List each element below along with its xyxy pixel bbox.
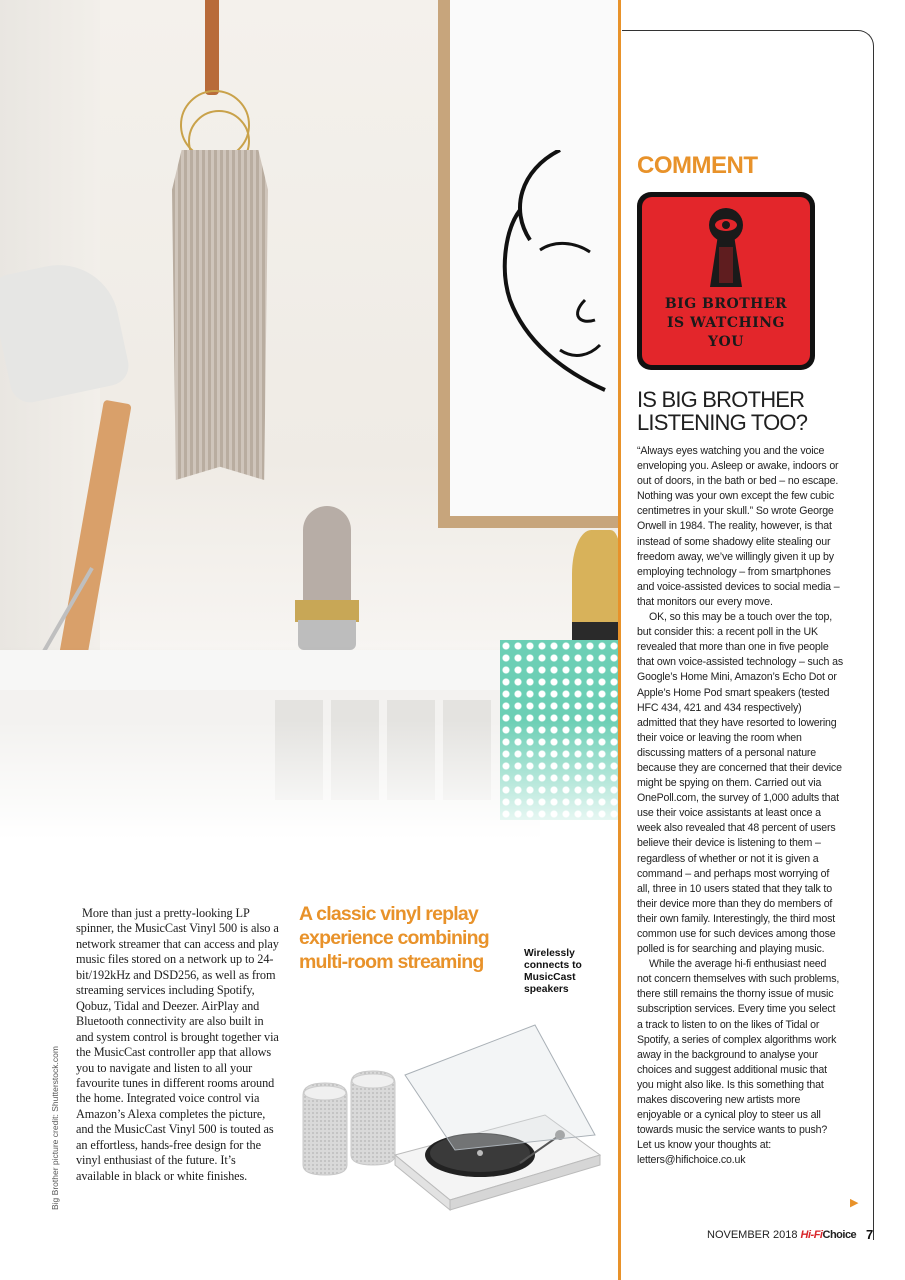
turntable-and-speakers-image bbox=[295, 1015, 605, 1215]
candle-holder bbox=[295, 600, 359, 622]
sidebar-headline bbox=[637, 388, 867, 434]
photo-credit: Big Brother picture credit: Shutterstock.com bbox=[50, 1046, 60, 1210]
lamp-shade bbox=[0, 254, 132, 406]
end-of-article-icon: ▶ bbox=[850, 1197, 859, 1209]
pull-quote: A classic vinyl replay experience combining multi-room streaming bbox=[299, 903, 489, 973]
column-divider bbox=[618, 0, 621, 1280]
photo-fade bbox=[0, 720, 620, 840]
keyhole-eye-icon bbox=[706, 207, 746, 289]
sign-line: BIG BROTHER bbox=[664, 296, 788, 312]
candle bbox=[303, 506, 351, 606]
sign-line: YOU bbox=[708, 334, 744, 350]
shelf-top bbox=[0, 650, 540, 690]
big-brother-sign bbox=[637, 192, 815, 370]
sign-panel bbox=[642, 197, 810, 365]
product-caption: Wirelessly connects to MusicCast speakers bbox=[524, 948, 582, 995]
speaker-left bbox=[303, 1083, 347, 1175]
leather-strap bbox=[205, 0, 219, 95]
section-label: COMMENT bbox=[637, 152, 758, 179]
line-drawing-face bbox=[500, 150, 610, 410]
page-footer bbox=[707, 1229, 856, 1241]
sidebar-paragraph: While the average hi-fi enthusiast need not concern themselves with such problems, there still remains the thorny issue of music subscription services. Every time you select a track to listen to on the likes of Tidal or Spotify, a series of complex algorithms work away in the background to analyse your choices and suggest additional music that you might also like. Is this something that makes discovering new artists more enjoyable or a cynical ploy to steer us all towards music the service wants to push? Let us know your thoughts at: letters@hifichoice.co.uk bbox=[637, 958, 840, 1167]
sidebar-paragraph: OK, so this may be a touch over the top, but consider this: a recent poll in the UK revealed that more than one in five people that own voice-assisted technology – such as Google’s Home Mini, Amazon’s Echo Dot or Apple’s Home Pod smart speakers (tested HFC 434, 421 and 434 respectively) admitted that they have resorted to lowering their voice or leaving the room when discussing matters of a personal nature because they are concerned that their device might be spying on them. Carried out via OnePoll.com, the survey of 1,000 adults that use their voice assistants at least once a week also revealed that 48 percent of users believe their device is listening to them – regardless of whether or not it is given a command – and perhaps most worrying of all, three in 10 users stated that they talk to their device more than they do members of their own family. Interestingly, the third most common use for such devices among those polled is for searching and playing music. bbox=[637, 611, 843, 956]
article-body bbox=[76, 906, 280, 1184]
page-number: 7 bbox=[866, 1227, 874, 1242]
macrame-hanging bbox=[172, 150, 268, 480]
issue-date: NOVEMBER 2018 bbox=[707, 1229, 798, 1241]
headline-line: LISTENING TOO? bbox=[637, 410, 808, 435]
sidebar-body bbox=[637, 444, 843, 1169]
article-paragraph: More than just a pretty-looking LP spinner, the MusicCast Vinyl 500 is also a network streamer that can access and play music files stored on a network up to 24-bit/192kHz and DSD256, as well as from streaming services including Spotify, Qobuz, Tidal and Deezer. AirPlay and Bluetooth connectivity are also built in and system control is brought together via the MusicCast controller app that allows you to navigate and listen to all your favourite tunes in different rooms around the home. Integrated voice control via Amazon’s Alexa completes the picture, and the MusicCast Vinyl 500 is touted as an effortless, hands-free design for the vinyl enthusiast of the future. It’s available in black or white finishes. bbox=[76, 906, 279, 1183]
sidebar-paragraph: “Always eyes watching you and the voice enveloping you. Asleep or awake, indoors or out of doors, in the bath or bed – no escape. Nothing was your own except the few cubic centimetres in your skull.” So wrote George Orwell in 1984. The reality, however, is that instead of some shadowy elite stealing our freedom away, we’ve willingly given it up by employing technology – from smartphones and voice-assisted devices to social media – that monitors our every move. bbox=[637, 445, 840, 608]
sign-text bbox=[642, 295, 810, 352]
magazine-logo: Hi-FiChoice bbox=[800, 1229, 857, 1241]
lifestyle-photo bbox=[0, 0, 620, 840]
turntable bbox=[395, 1025, 600, 1210]
speaker-right bbox=[351, 1071, 395, 1165]
sign-line: IS WATCHING bbox=[666, 315, 786, 331]
candle-base bbox=[298, 620, 356, 650]
headline-line: IS BIG BROTHER bbox=[637, 387, 805, 412]
